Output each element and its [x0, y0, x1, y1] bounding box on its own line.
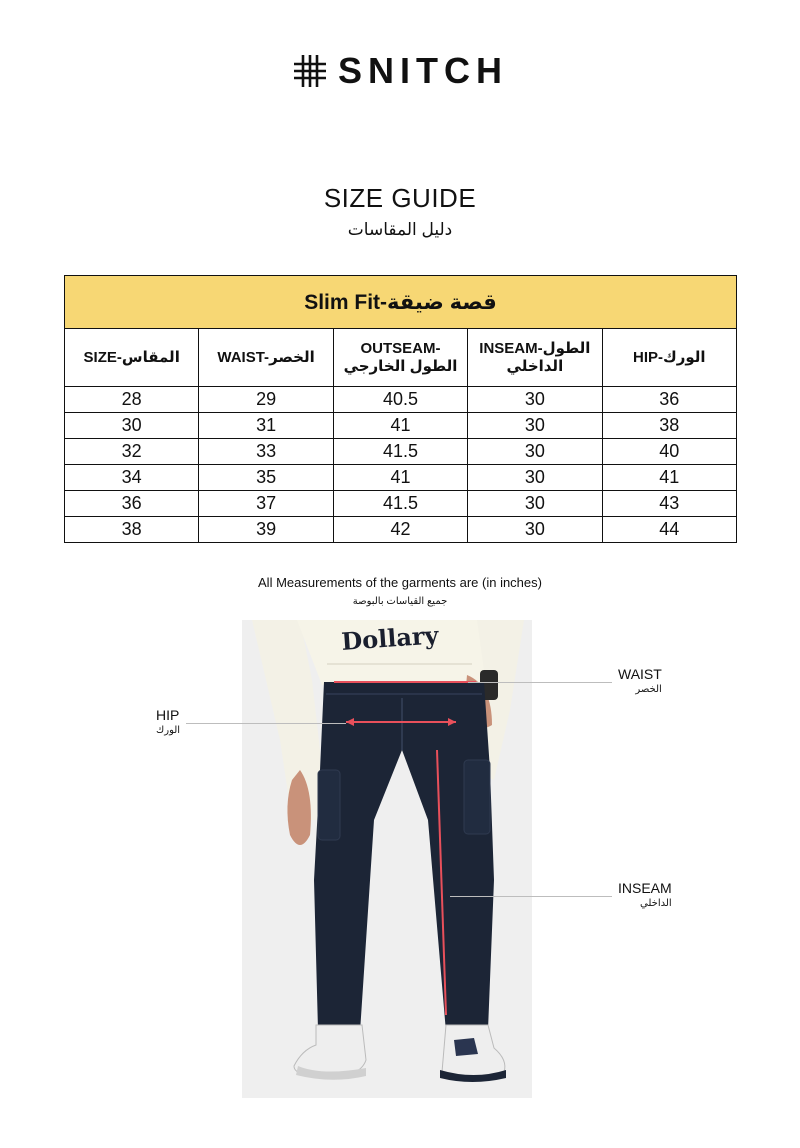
table-cell: 44: [602, 517, 736, 543]
table-cell: 39: [199, 517, 333, 543]
column-header-hip: HIP-الورك: [602, 329, 736, 387]
table-row: [65, 465, 737, 491]
table-cell: 30: [468, 465, 602, 491]
table-cell: 42: [333, 517, 467, 543]
inseam-label: [618, 880, 672, 912]
table-cell: 40: [602, 439, 736, 465]
column-header-waist: WAIST-الخصر: [199, 329, 333, 387]
brand-name: SNITCH: [338, 50, 508, 91]
waist-label: [618, 666, 662, 698]
table-cell: 30: [65, 413, 199, 439]
pants-illustration: [242, 620, 532, 1098]
table-cell: 32: [65, 439, 199, 465]
table-cell: 29: [199, 387, 333, 413]
table-row: [65, 387, 737, 413]
table-cell: 38: [65, 517, 199, 543]
table-cell: 38: [602, 413, 736, 439]
table-cell: 28: [65, 387, 199, 413]
hash-grid-icon: [292, 53, 328, 89]
page-title: SIZE GUIDE: [323, 183, 477, 213]
column-header-inseam: INSEAM-الطول الداخلي: [468, 329, 602, 387]
table-row: [65, 491, 737, 517]
table-cell: 36: [602, 387, 736, 413]
table-cell: 30: [468, 413, 602, 439]
table-cell: 43: [602, 491, 736, 517]
table-row: [65, 413, 737, 439]
model-photo: [242, 620, 532, 1098]
table-cell: 41: [602, 465, 736, 491]
inseam-label-en: INSEAM: [618, 880, 672, 896]
page-subtitle: دليل المقاسات: [347, 220, 453, 239]
table-cell: 41.5: [333, 491, 467, 517]
waist-label-en: WAIST: [618, 666, 662, 682]
table-cell: 40.5: [333, 387, 467, 413]
column-header-outseam: OUTSEAM- الطول الخارجي: [333, 329, 467, 387]
table-cell: 30: [468, 387, 602, 413]
table-cell: 30: [468, 517, 602, 543]
inseam-leader-line: [450, 896, 612, 897]
table-row: [65, 517, 737, 543]
svg-text:Dollary: Dollary: [340, 620, 440, 656]
hip-leader-line: [186, 723, 346, 724]
fit-header-row: [65, 276, 737, 329]
measurement-note: All Measurements of the garments are (in inches): [258, 575, 542, 590]
table-cell: 36: [65, 491, 199, 517]
column-header-row: [65, 329, 737, 387]
table-cell: 35: [199, 465, 333, 491]
table-cell: 41: [333, 465, 467, 491]
table-cell: 37: [199, 491, 333, 517]
waist-leader-line: [468, 682, 612, 683]
size-table: [64, 275, 737, 543]
table-cell: 30: [468, 439, 602, 465]
table-cell: 33: [199, 439, 333, 465]
measurement-note-arabic: جميع القياسات بالبوصة: [352, 596, 448, 607]
waist-label-ar: الخصر: [635, 684, 662, 695]
fit-title: Slim Fit-قصة ضيقة: [65, 276, 737, 329]
column-header-size: SIZE-المقاس: [65, 329, 199, 387]
table-cell: 30: [468, 491, 602, 517]
table-cell: 41: [333, 413, 467, 439]
table-cell: 34: [65, 465, 199, 491]
table-row: [65, 439, 737, 465]
table-cell: 41.5: [333, 439, 467, 465]
inseam-label-ar: الداخلي: [640, 898, 672, 909]
hip-label-en: HIP: [156, 707, 180, 723]
table-cell: 31: [199, 413, 333, 439]
hip-label: [156, 707, 180, 739]
brand-logo: [0, 50, 800, 92]
hip-label-ar: الورك: [156, 725, 181, 736]
